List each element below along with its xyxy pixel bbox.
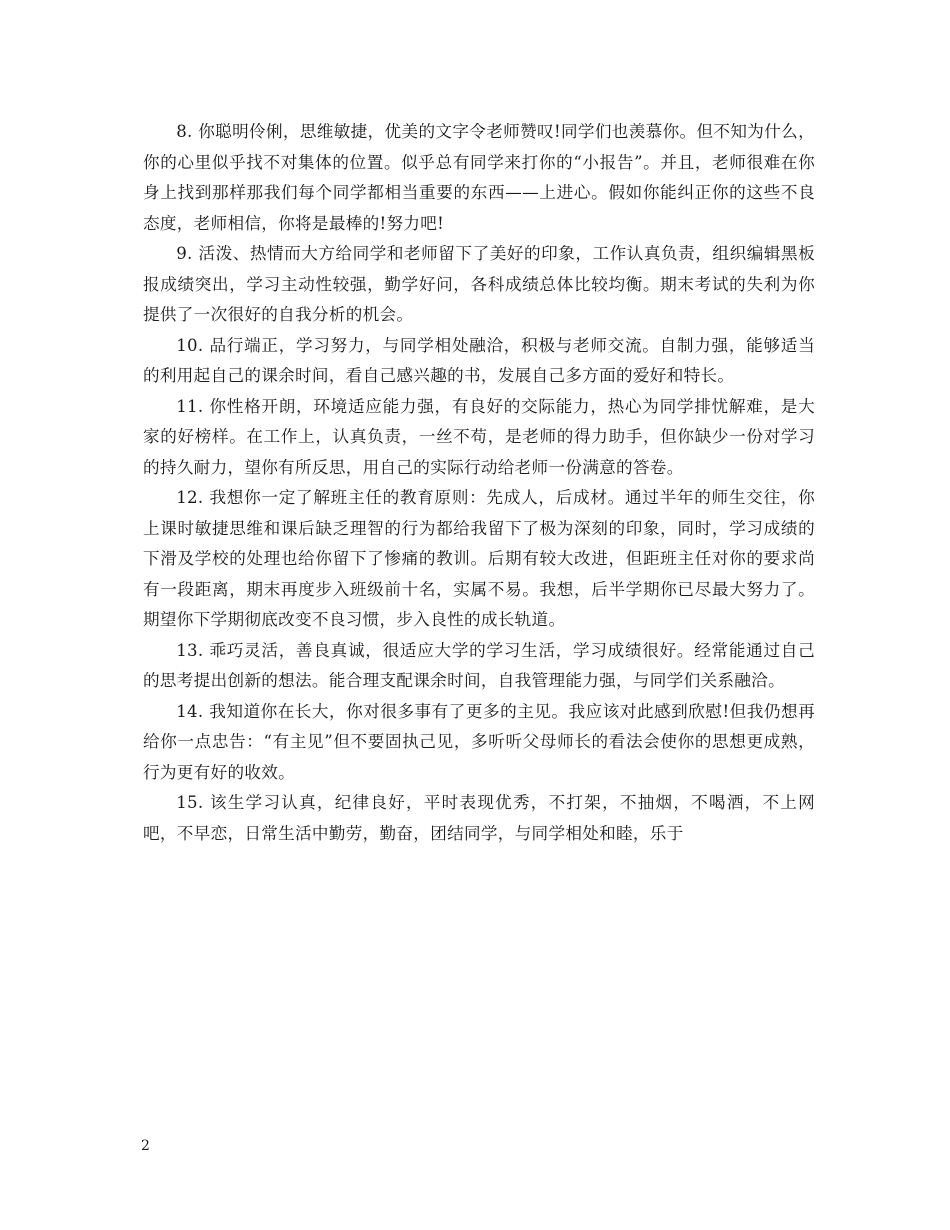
comment-paragraph-10: 10. 品行端正，学习努力，与同学相处融洽，积极与老师交流。自制力强，能够适当的利用起自己的课余时间，看自己感兴趣的书，发展自己多方面的爱好和特长。 [143, 335, 815, 385]
comment-paragraph-15: 15. 该生学习认真，纪律良好，平时表现优秀，不打架，不抽烟，不喝酒，不上网吧，不早恋，日常生活中勤劳，勤奋，团结同学，与同学相处和睦，乐于 [143, 793, 815, 843]
page-number: 2 [141, 1138, 150, 1154]
comment-paragraph-11: 11. 你性格开朗，环境适应能力强，有良好的交际能力，热心为同学排忧解难，是大家的好榜样。在工作上，认真负责，一丝不苟，是老师的得力助手，但你缺少一份对学习的持久耐力，望你有所反思，用自己的实际行动给老师一份满意的答卷。 [143, 396, 815, 477]
comment-paragraph-12: 12. 我想你一定了解班主任的教育原则：先成人，后成材。通过半年的师生交往，你上课时敏捷思维和课后缺乏理智的行为都给我留下了极为深刻的印象，同时，学习成绩的下滑及学校的处理也给你留下了惨痛的教训。后期有较大改进，但距班主任对你的要求尚有一段距离，期末再度步入班级前十名，实属不易。我想，后半学期你已尽最大努力了。期望你下学期彻底改变不良习惯，步入良性的成长轨道。 [143, 488, 815, 629]
comment-paragraph-13: 13. 乖巧灵活，善良真诚，很适应大学的学习生活，学习成绩很好。经常能通过自己的思考提出创新的想法。能合理支配课余时间，自我管理能力强，与同学们关系融洽。 [143, 640, 815, 690]
comment-paragraph-8: 8. 你聪明伶俐，思维敏捷，优美的文字令老师赞叹!同学们也羡慕你。但不知为什么，你的心里似乎找不对集体的位置。似乎总有同学来打你的“小报告”。并且，老师很难在你身上找到那样那我们每个同学都相当重要的东西——上进心。假如你能纠正你的这些不良态度，老师相信，你将是最棒的!努力吧! [143, 122, 815, 233]
document-body [143, 117, 815, 849]
comment-paragraph-14: 14. 我知道你在长大，你对很多事有了更多的主见。我应该对此感到欣慰!但我仍想再给你一点忠告：“有主见”但不要固执己见，多听听父母师长的看法会使你的思想更成熟，行为更有好的收效。 [143, 701, 815, 782]
comment-paragraph-9: 9. 活泼、热情而大方给同学和老师留下了美好的印象，工作认真负责，组织编辑黑板报成绩突出，学习主动性较强，勤学好问，各科成绩总体比较均衡。期末考试的失利为你提供了一次很好的自我分析的机会。 [143, 244, 815, 324]
